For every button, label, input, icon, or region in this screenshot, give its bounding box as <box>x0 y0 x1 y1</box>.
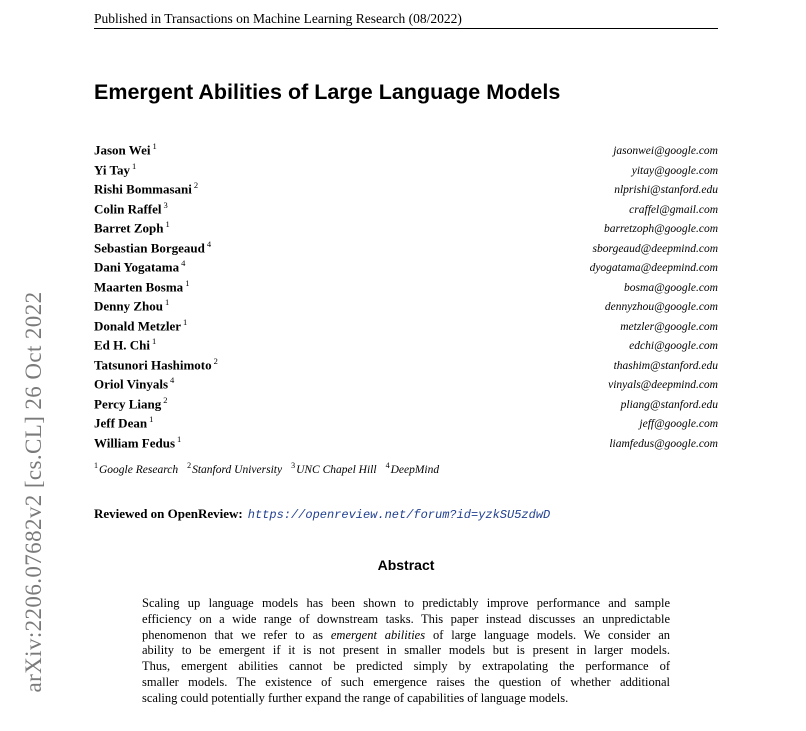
journal-header: Published in Transactions on Machine Learning Research (08/2022) <box>94 11 718 29</box>
affiliation-marker: 1 <box>177 433 182 444</box>
abstract-line: smaller models. The existence of such emergence raises the question of whether additional <box>142 674 670 689</box>
author-email[interactable]: jasonwei@google.com <box>613 145 718 158</box>
affiliation-item: $^1$Google Research <box>94 461 179 476</box>
affiliation-marker: 3 <box>163 199 168 210</box>
abstract-line: ability to be emergent if it is not present in smaller models but is present in larger models. <box>142 643 670 658</box>
author-name: Denny Zhou $^1$ <box>94 297 170 314</box>
author-name: Tatsunori Hashimoto $^2$ <box>94 355 218 372</box>
abstract-text <box>142 596 670 707</box>
author-name: William Fedus $^1$ <box>94 433 182 450</box>
author-name: Colin Raffel $^3$ <box>94 199 168 216</box>
author-row <box>94 161 718 181</box>
abstract-line: Scaling up language models has been shown to predictably improve performance and sample <box>142 596 670 610</box>
author-email[interactable]: liamfedus@google.com <box>609 437 718 450</box>
author-name: Ed H. Chi $^1$ <box>94 336 157 353</box>
author-row <box>94 141 718 161</box>
author-list <box>94 141 718 453</box>
abstract-line: scaling could potentially further expand the range of capabilities of language models. <box>142 690 569 705</box>
affiliation-marker: 1 <box>165 297 170 307</box>
affiliation-marker: 1 <box>183 316 188 327</box>
author-row <box>94 297 718 317</box>
author-row <box>94 180 718 200</box>
author-email[interactable]: bosma@google.com <box>624 281 718 294</box>
author-row <box>94 278 718 298</box>
author-email[interactable]: barretzoph@google.com <box>604 223 718 236</box>
author-row <box>94 375 718 395</box>
author-email[interactable]: thashim@stanford.edu <box>613 359 718 372</box>
author-email[interactable]: vinyals@deepmind.com <box>608 379 718 392</box>
affiliation-marker: 1 <box>165 219 170 229</box>
openreview-link[interactable]: https://openreview.net/forum?id=yzkSU5zdwD <box>247 508 551 522</box>
affiliation-marker: 1 <box>152 336 157 346</box>
affiliation-marker: 4 <box>170 375 175 385</box>
author-row <box>94 317 718 337</box>
affiliation-marker: 1 <box>132 160 137 171</box>
author-name: Dani Yogatama $^4$ <box>94 258 186 275</box>
author-email[interactable]: yitay@google.com <box>631 164 718 177</box>
author-email[interactable]: dyogatama@deepmind.com <box>589 262 718 275</box>
review-label: Reviewed on OpenReview: <box>94 506 243 521</box>
affiliation-marker: 4 <box>206 238 212 249</box>
author-name: Oriol Vinyals $^4$ <box>94 375 175 392</box>
abstract-line: efficiency on a wide range of downstream tasks. This paper instead discusses an unpredictable <box>142 611 670 626</box>
author-name: Yi Tay $^1$ <box>94 160 137 177</box>
author-name: Jason Wei $^1$ <box>94 141 157 158</box>
author-name: Barret Zoph $^1$ <box>94 219 170 236</box>
author-row <box>94 258 718 278</box>
author-email[interactable]: nlprishi@stanford.edu <box>614 184 718 197</box>
author-row <box>94 434 718 454</box>
abstract-line: phenomenon that we refer to as emergent abilities of large language models. We consider an <box>142 627 670 642</box>
affiliation-list <box>94 461 448 476</box>
author-email[interactable]: metzler@google.com <box>620 320 718 333</box>
abstract-heading: Abstract <box>377 557 435 573</box>
affiliation-item: $^4$DeepMind <box>385 461 440 476</box>
author-name: Donald Metzler $^1$ <box>94 316 188 333</box>
author-email[interactable]: craffel@gmail.com <box>629 203 718 216</box>
affiliation-marker: 2 <box>213 355 218 366</box>
author-email[interactable]: pliang@stanford.edu <box>620 398 718 411</box>
author-row <box>94 219 718 239</box>
affiliation-item: $^2$Stanford University <box>187 461 283 476</box>
author-email[interactable]: edchi@google.com <box>629 340 718 353</box>
author-name: Rishi Bommasani $^2$ <box>94 180 199 197</box>
affiliation-marker: 4 <box>181 258 186 268</box>
author-name: Maarten Bosma $^1$ <box>94 277 190 294</box>
arxiv-identifier: arXiv:2206.07682v2 [cs.CL] 26 Oct 2022 <box>21 291 46 693</box>
affiliation-marker: 2 <box>163 394 168 405</box>
affiliation-marker: 2 <box>193 180 199 190</box>
author-row <box>94 200 718 220</box>
author-name: Sebastian Borgeaud $^4$ <box>94 238 212 255</box>
author-row <box>94 395 718 415</box>
author-name: Percy Liang $^2$ <box>94 394 168 411</box>
author-row <box>94 414 718 434</box>
review-line <box>94 506 550 522</box>
author-row <box>94 336 718 356</box>
author-name: Jeff Dean $^1$ <box>94 414 154 431</box>
author-row <box>94 239 718 259</box>
author-row <box>94 356 718 376</box>
author-email[interactable]: sborgeaud@deepmind.com <box>592 242 718 255</box>
author-email[interactable]: dennyzhou@google.com <box>604 301 718 314</box>
affiliation-item: $^3$UNC Chapel Hill <box>291 461 377 476</box>
author-email[interactable]: jeff@google.com <box>639 418 718 431</box>
affiliation-marker: 1 <box>152 141 157 151</box>
paper-title: Emergent Abilities of Large Language Models <box>94 80 561 104</box>
affiliation-marker: 1 <box>149 414 154 424</box>
affiliation-marker: 1 <box>185 277 190 288</box>
abstract-line: Thus, emergent abilities cannot be predicted simply by extrapolating the performance of <box>142 659 670 674</box>
